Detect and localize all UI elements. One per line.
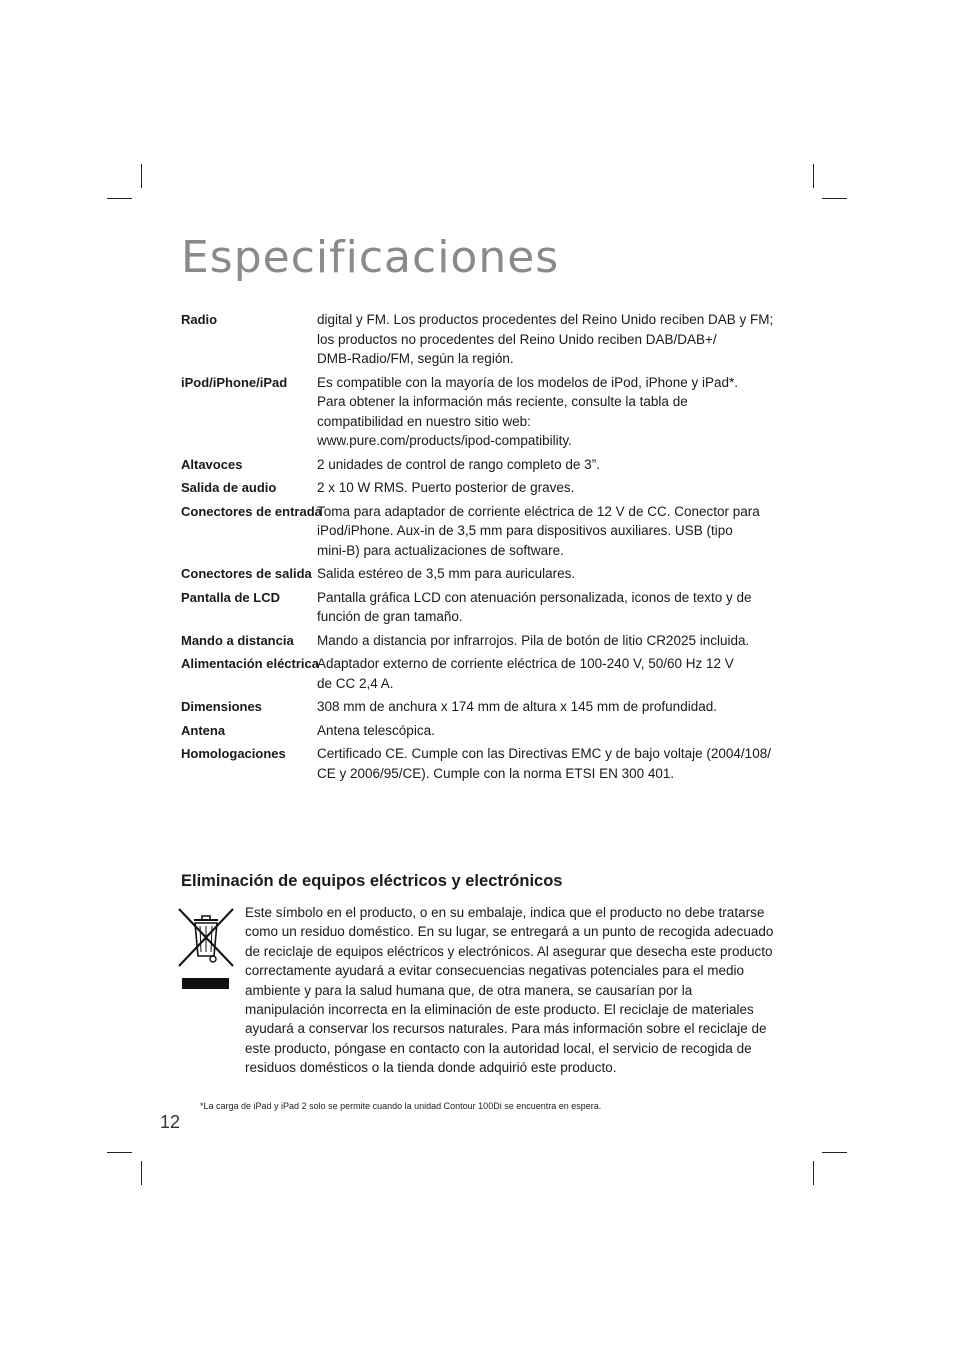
spec-row — [181, 478, 781, 498]
spec-row — [181, 631, 781, 651]
spec-value: 2 unidades de control de rango completo de 3”. — [317, 456, 600, 472]
footnote: *La carga de iPad y iPad 2 solo se permite cuando la unidad Contour 100Di se encuentra en espera. — [200, 1101, 602, 1111]
crop-mark — [107, 198, 132, 199]
spec-value: Salida estéreo de 3,5 mm para auriculares. — [317, 566, 576, 581]
crop-mark — [822, 198, 847, 199]
spec-label: Antena — [181, 722, 226, 738]
spec-row — [181, 588, 781, 627]
spec-value: digital y FM. Los productos procedentes del Reino Unido reciben DAB y FM; los productos no procedentes del Reino Unido reciben DAB/DAB+/ DMB-Radio/FM, según la región. — [317, 312, 774, 366]
spec-value: 2 x 10 W RMS. Puerto posterior de graves. — [317, 480, 575, 495]
specifications-table — [181, 310, 781, 787]
page-title: Especificaciones — [181, 232, 560, 283]
spec-value: Mando a distancia por infrarrojos. Pila de botón de litio CR2025 incluida. — [317, 632, 750, 648]
spec-row — [181, 654, 781, 693]
spec-row — [181, 744, 781, 783]
spec-label: Radio — [181, 312, 218, 327]
spec-label: Salida de audio — [181, 480, 277, 495]
spec-label: iPod/iPhone/iPad — [181, 374, 288, 390]
spec-row — [181, 373, 781, 451]
spec-label: Dimensiones — [181, 699, 262, 714]
spec-value: Antena telescópica. — [317, 722, 435, 738]
spec-label: Altavoces — [181, 456, 243, 472]
spec-label: Conectores de salida — [181, 566, 312, 581]
crop-mark — [813, 1161, 814, 1185]
weee-heading: Eliminación de equipos eléctricos y electrónicos — [181, 872, 563, 890]
spec-value: Toma para adaptador de corriente eléctrica de 12 V de CC. Conector para iPod/iPhone. Aux-in de 3,5 mm para dispositivos auxiliares. USB (tipo mini-B) para actualizaciones de software. — [317, 503, 760, 558]
spec-row — [181, 455, 781, 475]
weee-description: Este símbolo en el producto, o en su embalaje, indica que el producto no debe tratarse como un residuo doméstico. En su lugar, se entregará a un punto de recogida adecuado de reciclaje de equipos eléctricos y electrónicos. Al asegurar que desecha este producto correctamente ayudará a evitar consecuencias negativas potenciales para el medio ambiente y para la salud humana que, de otra manera, se causarían por la manipulación incorrecta en la eliminación de este producto. El reciclaje de materiales ayudará a conservar los recursos naturales. Para más información sobre el reciclaje de este producto, póngase en contacto con la autoridad local, el servicio de recogida de residuos domésticos o la tienda donde adquirió este producto. — [245, 905, 774, 1076]
page-number: 12 — [160, 1112, 181, 1132]
spec-label: Alimentación eléctrica — [181, 656, 319, 671]
crop-mark — [141, 164, 142, 188]
spec-row — [181, 721, 781, 741]
spec-value: Pantalla gráfica LCD con atenuación personalizada, iconos de texto y de función de gran tamaño. — [317, 589, 752, 624]
spec-label: Homologaciones — [181, 746, 286, 761]
spec-value: Adaptador externo de corriente eléctrica de 100-240 V, 50/60 Hz 12 V de CC 2,4 A. — [317, 656, 734, 691]
spec-value: Es compatible con la mayoría de los modelos de iPod, iPhone y iPad*. Para obtener la información más reciente, consulte la tabla de compatibilidad en nuestro sitio web: www.pure.com/products/ipod-compatibility. — [317, 374, 738, 448]
crossed-out-wheelie-bin-icon — [176, 906, 236, 990]
crop-mark — [141, 1161, 142, 1185]
spec-row — [181, 502, 781, 561]
crop-mark — [822, 1152, 847, 1153]
spec-row — [181, 310, 781, 369]
spec-value: Certificado CE. Cumple con las Directivas EMC y de bajo voltaje (2004/108/ CE y 2006/95/CE). Cumple con la norma ETSI EN 300 401. — [317, 746, 771, 781]
spec-label: Mando a distancia — [181, 632, 294, 648]
spec-label: Conectores de entrada — [181, 503, 322, 519]
crop-mark — [813, 164, 814, 188]
spec-value: 308 mm de anchura x 174 mm de altura x 145 mm de profundidad. — [317, 699, 717, 714]
spec-row — [181, 564, 781, 584]
spec-label: Pantalla de LCD — [181, 589, 280, 605]
crop-mark — [107, 1152, 132, 1153]
spec-row — [181, 697, 781, 717]
